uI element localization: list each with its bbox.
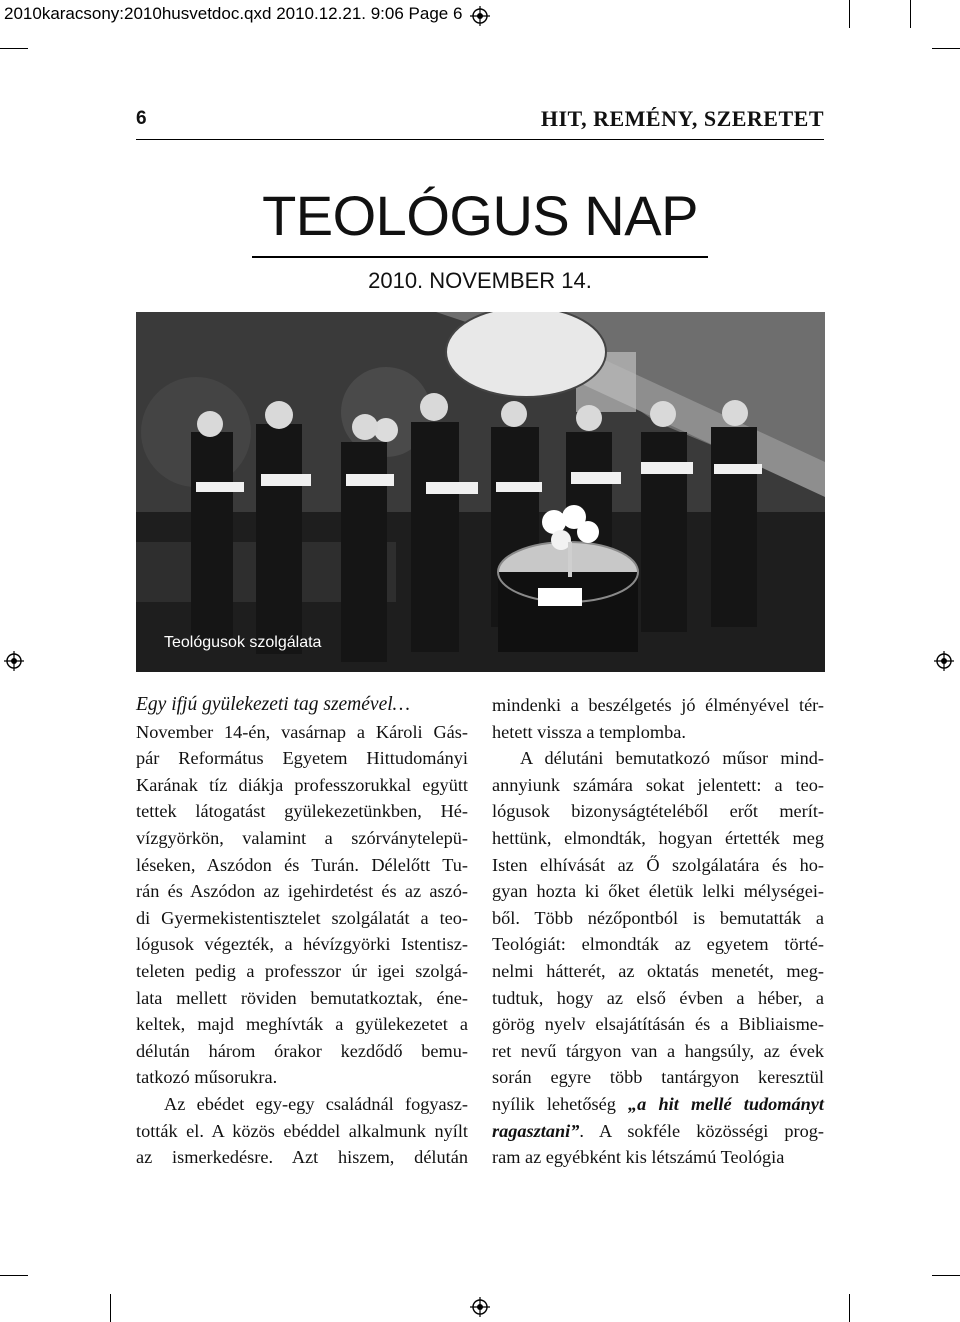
right-paragraph-2: [492, 745, 824, 1091]
quote-emphasis: „a hit mellé tudományt: [628, 1093, 824, 1114]
text-line: annyiunk számára sokat jelentett: a teo-: [492, 774, 824, 795]
crop-mark: [910, 0, 911, 28]
text-line: léseken, Aszódon és Turán. Délelőtt Tu-: [136, 854, 468, 875]
text-line: lógusok bizonyságtételéből erőt merít-: [492, 801, 824, 822]
right-column: [492, 692, 824, 1171]
text-line: di Gyermekistentisztelet szolgálatát a teo-: [136, 907, 468, 928]
text-line: ram az egyébként kis létszámú Teológia: [492, 1147, 785, 1168]
text-line: teleten pedig a professzor úr igei szolgá-: [136, 960, 468, 981]
crop-mark: [849, 0, 850, 28]
text-line: November 14-én, vasárnap a Károli Gás-: [136, 721, 468, 742]
text-line: Isten elhívását az Ő szolgálatára és ho-: [492, 854, 824, 875]
text-line: keltek, majd meghívták a gyülekezetet a: [136, 1014, 468, 1035]
registration-mark-icon: [4, 651, 24, 671]
article-title: TEOLÓGUS NAP: [262, 184, 698, 247]
text-line: mindenki a beszélgetés jó élményével tér-: [492, 695, 824, 715]
text-line: Az ebédet egy-egy családnál fogyasz-: [164, 1093, 468, 1114]
crop-mark: [0, 48, 28, 49]
crop-mark: [932, 48, 960, 49]
left-paragraph-2: [136, 1091, 468, 1171]
text-line: nelmi hátterét, az oktatás menetét, meg-: [492, 960, 824, 981]
header-divider: [136, 139, 824, 140]
text-line-quote: [492, 1091, 824, 1118]
crop-mark: [932, 1275, 960, 1276]
text-line: ből. Több nézőpontból is bemutatták a: [492, 907, 824, 928]
right-paragraph-1: [492, 692, 824, 745]
registration-mark-icon: [934, 651, 954, 671]
publication-title: HIT, REMÉNY, SZERETET: [540, 106, 824, 131]
text-line: tettek látogatást gyülekezetünkben, Hé-: [136, 801, 468, 822]
page-number: 6: [136, 108, 147, 129]
print-slug: 2010karacsony:2010husvetdoc.qxd 2010.12.21. 9:06 Page 6: [0, 0, 462, 28]
title-divider: [252, 256, 708, 258]
text-line: ret nevű tárgyon van a hangsúly, az évek: [492, 1040, 824, 1061]
text-line: tották el. A közös ebéddel alkalmunk nyílt: [136, 1120, 468, 1141]
left-column: [136, 692, 468, 1171]
text-line: A délutáni bemutatkozó műsor mind-: [520, 748, 824, 769]
text-line: lógusok végezték, a hévízgyörki Istentisz-: [136, 934, 468, 955]
registration-mark-icon: [470, 6, 490, 26]
left-paragraph-1: [136, 719, 468, 1091]
article-date: 2010. NOVEMBER 14.: [368, 268, 592, 293]
text-line: tudtuk, hogy az első évben a héber, a: [492, 987, 824, 1008]
text-line: lata mellett röviden bemutatkoztak, éne-: [136, 987, 468, 1008]
crop-mark: [849, 1294, 850, 1322]
text-run: nyílik lehetőség: [492, 1093, 629, 1114]
text-line: során egyre több tantárgyon keresztül: [492, 1067, 824, 1088]
photo-illustration: [136, 312, 825, 672]
text-line: görög nyelv elsajátításán és a Bibliaisme-: [492, 1014, 824, 1035]
text-line: délután három órakor kezdődő bemu-: [136, 1040, 468, 1061]
text-line: hettünk, elmondták, hogyan értették meg: [492, 827, 824, 848]
text-line: az ismerkedésre. Azt hiszem, délután: [136, 1147, 468, 1168]
quote-emphasis: ragasztani”: [492, 1120, 580, 1141]
text-line-quote-end: [492, 1118, 824, 1145]
crop-mark: [0, 1275, 28, 1276]
text-line: hetett vissza a templomba.: [492, 721, 686, 742]
registration-mark-icon: [470, 1297, 490, 1317]
text-line: Teológiát: elmondták az egyetem törté-: [492, 934, 824, 955]
photo-caption: Teológusok szolgálata: [164, 634, 322, 651]
text-line: vízgyörkön, valamint a szórványtelepü-: [136, 827, 468, 848]
text-line: Karának tíz diákja professzorukkal együtt: [136, 774, 468, 795]
article-photo: [136, 312, 825, 672]
text-line: tatkozó műsorukra.: [136, 1067, 278, 1088]
crop-mark: [110, 1294, 111, 1322]
text-line: rán és Aszódon az igehirdetést és az aszó-: [136, 881, 468, 902]
text-line: gyan hozta ki őket életük lelki mélységei-: [492, 881, 824, 902]
text-line: pár Református Egyetem Hittudományi: [136, 748, 468, 769]
lead-line: Egy ifjú gyülekezeti tag szemével…: [136, 694, 410, 715]
text-run: . A sokféle közösségi prog-: [579, 1120, 824, 1141]
